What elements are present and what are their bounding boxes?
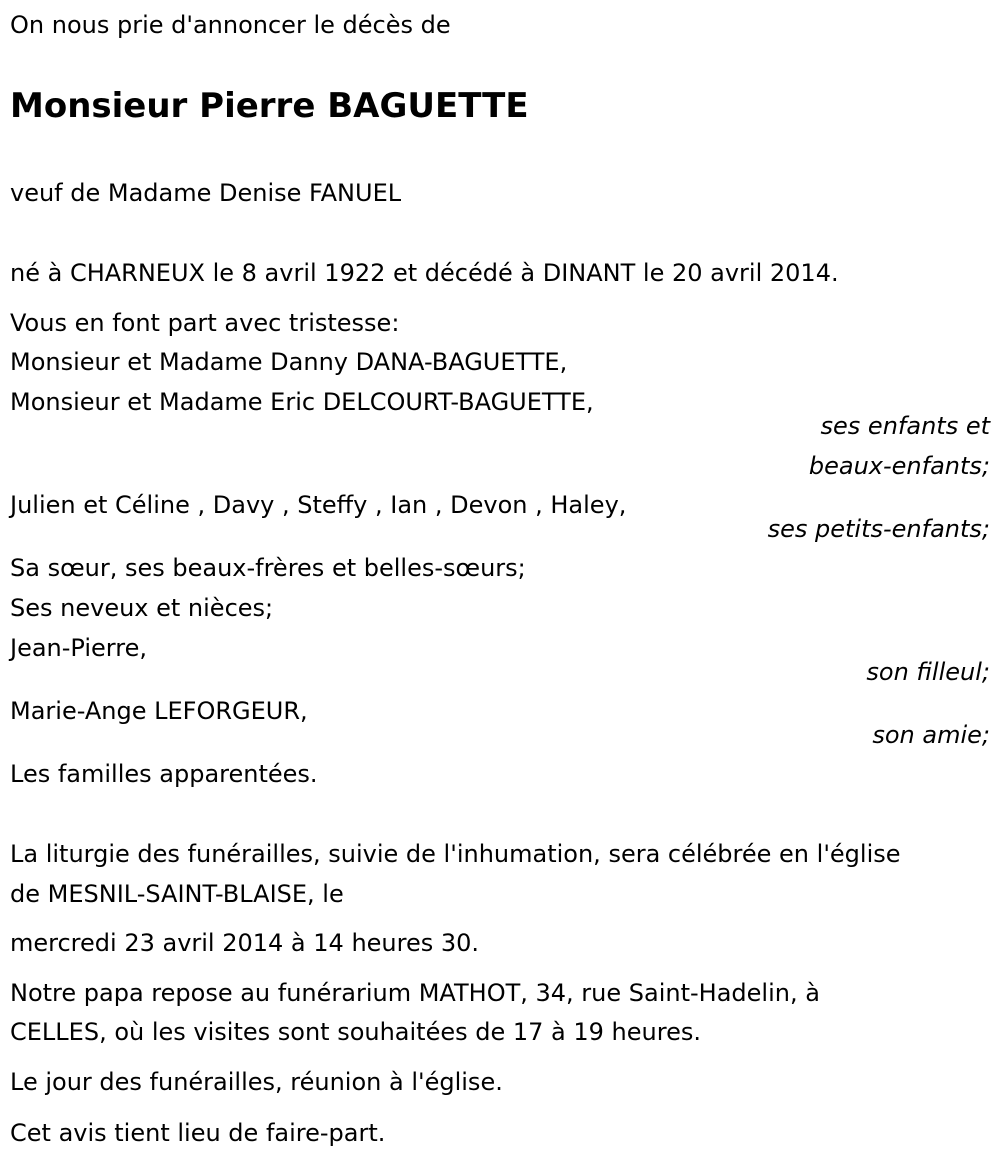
children-role-line-2: beaux-enfants; (808, 452, 990, 480)
children-role-line-1: ses enfants et (820, 412, 990, 440)
godson-role: son filleul; (866, 658, 990, 686)
closing-line: Cet avis tient lieu de faire-part. (10, 1119, 386, 1147)
spouse-text: veuf de Madame Denise FANUEL (10, 179, 402, 207)
deceased-name: Monsieur Pierre BAGUETTE (10, 86, 529, 126)
godson-line: Jean-Pierre, (10, 634, 147, 662)
friend-line: Marie-Ange LEFORGEUR, (10, 697, 308, 725)
children-line-2: Monsieur et Madame Eric DELCOURT-BAGUETTE, (10, 388, 594, 416)
families-line: Les familles apparentées. (10, 760, 318, 788)
liturgy-line-1: La liturgie des funérailles, suivie de l'inhumation, sera célébrée en l'église (10, 840, 901, 868)
grandchildren-role: ses petits-enfants; (767, 515, 990, 543)
rest-line-1: Notre papa repose au funérarium MATHOT, 34, rue Saint-Hadelin, à (10, 979, 820, 1007)
nephews-line: Ses neveux et nièces; (10, 594, 274, 622)
liturgy-line-2: de MESNIL-SAINT-BLAISE, le (10, 880, 344, 908)
intro-text: On nous prie d'annoncer le décès de (10, 11, 451, 39)
rest-line-2: CELLES, où les visites sont souhaitées de 17 à 19 heures. (10, 1018, 701, 1046)
children-line-1: Monsieur et Madame Danny DANA-BAGUETTE, (10, 348, 568, 376)
birth-death-text: né à CHARNEUX le 8 avril 1922 et décédé à DINANT le 20 avril 2014. (10, 259, 839, 287)
share-intro: Vous en font part avec tristesse: (10, 309, 400, 337)
grandchildren-line: Julien et Céline , Davy , Steffy , Ian , Devon , Haley, (10, 491, 627, 519)
siblings-line: Sa sœur, ses beaux-frères et belles-sœurs; (10, 554, 526, 582)
friend-role: son amie; (872, 721, 990, 749)
meeting-line: Le jour des funérailles, réunion à l'église. (10, 1068, 503, 1096)
liturgy-date: mercredi 23 avril 2014 à 14 heures 30. (10, 929, 480, 957)
